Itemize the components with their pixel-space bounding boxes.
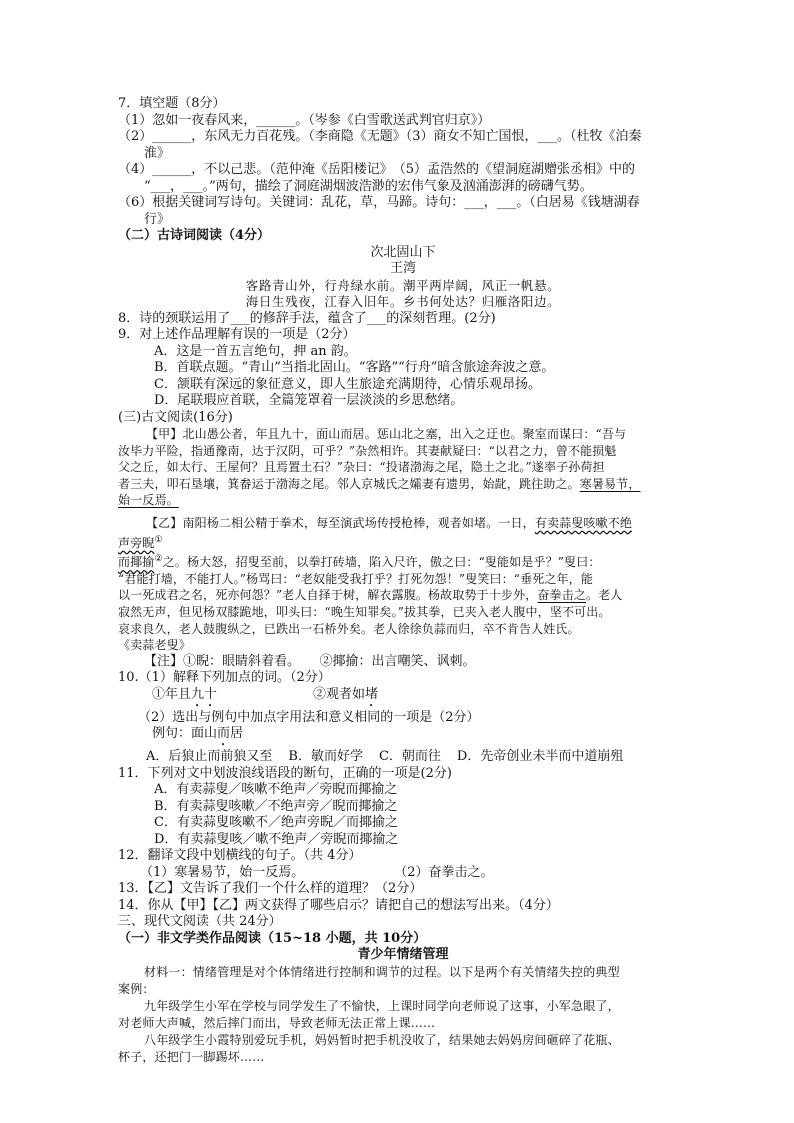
- yi-line-5: [118, 587, 688, 604]
- yi-source: 《卖蒜老叟》: [118, 638, 191, 653]
- yi-line-4: “君能打墙，不能打人。”杨骂曰：“老奴能受我打乎？打死勿怨！”叟笑曰：“垂死之年，能: [118, 571, 593, 586]
- yi-wavy-3: 而揶揄: [118, 555, 155, 570]
- case-2-line-2: 杯子，还把门一脚踢坏……: [118, 1049, 265, 1064]
- case-1-line-1: 九年级学生小军在学校与同学发生了不愉快，上课时同学向老师说了这事，小军急眼了，: [144, 998, 620, 1013]
- q10-sub2: （2）选出与例句中加点字用法和意义相同的一项是（2分）: [138, 709, 480, 725]
- q10-example-c: 居: [230, 726, 244, 742]
- q10-option-c: C．朝而往: [378, 749, 441, 765]
- q10-word-2: [313, 687, 378, 702]
- case-2-line-1: 八年级学生小霞特别爱玩手机，妈妈暂时把手机没收了，结果她去妈妈房间砸碎了花瓶、: [144, 1032, 620, 1047]
- q10: 10.（1）解释下列加点的词。（2分）: [118, 670, 331, 686]
- yi-line-3: [118, 551, 688, 571]
- jia-line-3: 父之丘，如太行、王屋何？且焉置土石？”杂曰：“投诸渤海之尾，隐土之北。”遂率子孙荷担: [118, 460, 605, 475]
- poem-author: 王湾: [389, 261, 416, 276]
- q9: 9．对上述作品理解有误的一项是（2分）: [118, 327, 356, 342]
- jia-line-2: 汝毕力平险，指通豫南，达于汉阴，可乎？”杂然相许。其妻献疑曰：“以君之力，曾不能损魁: [118, 443, 617, 458]
- q12: 12．翻译文段中划横线的句子。（共 4分）: [118, 848, 362, 864]
- material-1-line-2: 案例：: [118, 981, 155, 996]
- section-classical-heading: (三)古文阅读(16分): [118, 409, 233, 425]
- q10-option-d: D．先帝创业未半而中道崩殂: [456, 749, 624, 765]
- yi-line-1-text: 【乙】南阳杨二相公精于拳术，每至演武场传授枪棒，观者如堵。一日，: [146, 515, 535, 530]
- text-yi: [118, 515, 688, 654]
- q10-example-dotted: 而: [217, 726, 231, 742]
- q9-option-d: D．尾联瑕应首联，全篇笼罩着一层淡淡的乡思愁绪。: [154, 393, 464, 408]
- poem-title: 次北固山下: [370, 244, 436, 260]
- jia-line-4: [118, 476, 688, 493]
- q10-word-2-pre: ②观者如: [313, 686, 366, 702]
- jia-underlined-2: 始一反焉。: [118, 493, 179, 508]
- yi-line-2: [118, 532, 688, 552]
- section-modern-heading: 三、现代文阅读（共 24分）: [118, 914, 282, 930]
- exam-page: [118, 96, 688, 1066]
- q11-option-d: D．有卖蒜叟咳／嗽不绝声／旁睨而揶揄之: [154, 831, 399, 847]
- q11-option-b: B．有卖蒜叟咳嗽／不绝声旁／睨而揶揄之: [154, 798, 398, 814]
- q7-line-4: （6）根据关键词写诗句。关键词：乱花，草，马蹄。诗句：___，___。（白居易《钱塘湖春: [118, 195, 640, 210]
- article-title: 青少年情绪管理: [357, 947, 449, 963]
- q12-item-2: （2）奋拳击之。: [394, 864, 494, 880]
- jia-line-4-text: 者三夫，叩石垦壤，箕畚运于渤海之尾。邻人京城氏之孀妻有遗男，始龀，跳往助之。: [118, 476, 580, 491]
- q7-line-2: （2）______，东风无力百花残。（李商隐《无题》（3）商女不知亡国恨，___。（杜牧《泊秦: [118, 129, 642, 144]
- q7-line-3: （4）______，不以己悲。（范仲淹《岳阳楼记》 （5）孟浩然的《望洞庭湖赠张丞相》中的: [118, 162, 636, 177]
- jia-line-5: [118, 492, 688, 509]
- q7-line-4b: 行》: [144, 211, 171, 227]
- yi-line-6: 寂然无声，但见杨双膝跪地，叩头曰：“晚生知罪矣。”拔其拳，已夹入老人腹中，坚不可出。: [118, 604, 611, 619]
- section-poetry-heading: （二）古诗词阅读（4分）: [118, 228, 271, 243]
- annotation-note: 【注】①睨：眼睛斜着看。 ②揶揄：出言嘲笑、讽刺。: [144, 653, 476, 669]
- yi-line-3-text: 之。杨大怒，招叟至前，以拳打砖墙，陷入尺许，傲之曰：“叟能如是乎？”叟曰：: [162, 555, 601, 570]
- yi-line-1: [118, 515, 688, 532]
- q10-word-1-dotted: 九十: [191, 686, 218, 702]
- q12-item-1: （1）寒暑易节，始一反焉。: [140, 864, 305, 880]
- yi-line-5-tail: 。老人: [586, 588, 623, 603]
- q7-line-2b: 淮》: [144, 145, 171, 161]
- yi-underlined: 奋拳击之: [537, 588, 586, 603]
- q9-option-a: A．这是一首五言绝句，押 an 韵。: [154, 343, 357, 359]
- q10-example-a: 例句：面山: [152, 726, 218, 742]
- yi-wavy-1: 有卖蒜叟咳嗽不绝: [534, 515, 633, 530]
- q11: 11．下列对文中划波浪线语段的断句，正确的一项是(2分): [118, 765, 452, 781]
- q10-word-1: [152, 687, 217, 702]
- poem-line-2: 海日生残夜，江春入旧年。乡书何处达？归雁洛阳边。: [245, 294, 561, 309]
- q7-title: 7．填空题（8分）: [118, 96, 226, 111]
- yi-line-7: 哀求良久，老人鼓腹纵之，已跌出一石桥外矣。老人徐徐负蒜而归，卒不肯告人姓氏。: [118, 621, 580, 636]
- q10-word-1-pre: ①年且: [152, 686, 192, 702]
- q13: 13．【乙】文告诉了我们一个什么样的道理？（2分）: [118, 881, 423, 897]
- q7-line-1: （1）忽如一夜春风来，______。（岑参《白雪歌送武判官归京》）: [118, 112, 491, 128]
- q10-options: [118, 749, 688, 766]
- section-nonfiction-heading: （一）非文学类作品阅读（15~18 小题，共 10分）: [118, 930, 427, 946]
- poem-line-1: 客路青山外，行舟绿水前。潮平两岸阔，风正一帆悬。: [245, 277, 561, 293]
- case-1-line-2: 对老师大声喊，然后摔门而出，导致老师无法正常上课……: [118, 1015, 436, 1030]
- q9-option-c: C．颔联有深远的象征意义，即人生旅途充满期待，心情乐观昂扬。: [154, 376, 541, 392]
- q10-option-a: A．后狼止而前狼又至: [146, 749, 273, 765]
- q12-items: [118, 865, 688, 882]
- note-marker-2: ②: [154, 554, 163, 565]
- jia-underlined-1: 寒暑易节，: [579, 476, 641, 491]
- q11-option-c: C．有卖蒜叟咳嗽不／绝声旁睨／而揶揄之: [154, 815, 398, 831]
- q11-option-a: A．有卖蒜叟／咳嗽不绝声／旁睨而揶揄之: [154, 782, 398, 798]
- yi-line-5-text: 以一死成君之名，死亦何怨？”老人自择于树，解衣露腹。杨故取势于十步外，: [118, 588, 538, 603]
- q14: 14．你从【甲】【乙】两文获得了哪些启示？请把自己的想法写出来。（4分）: [118, 897, 559, 913]
- q10-example: [118, 726, 688, 749]
- q10-word-2-dotted: 堵: [365, 686, 379, 702]
- material-1: [118, 964, 688, 1066]
- q10-option-b: B．敏而好学: [288, 749, 363, 765]
- q8: 8．诗的颈联运用了___的修辞手法，蕴含了___的深刻哲理。(2分): [118, 310, 496, 326]
- text-jia: [118, 426, 688, 509]
- q7-line-3b: “___，___。”两句，描绘了洞庭湖烟波浩渺的宏伟气象及汹涌澎湃的磅礴气势。: [144, 178, 593, 194]
- material-1-line-1: 材料一：情绪管理是对个体情绪进行控制和调节的过程。以下是两个有关情绪失控的典型: [144, 964, 620, 979]
- yi-wavy-2: 声旁睨: [118, 535, 155, 550]
- q9-option-b: B．首联点题。“青山”当指北固山。“客路”“行舟”暗含旅途奔波之意。: [154, 360, 555, 375]
- q10-words: [118, 687, 688, 710]
- note-marker-1: ①: [154, 534, 163, 545]
- jia-line-1: 【甲】北山愚公者，年且九十，面山而居。惩山北之塞，出入之迂也。聚室而谋曰：“吾与: [146, 427, 627, 441]
